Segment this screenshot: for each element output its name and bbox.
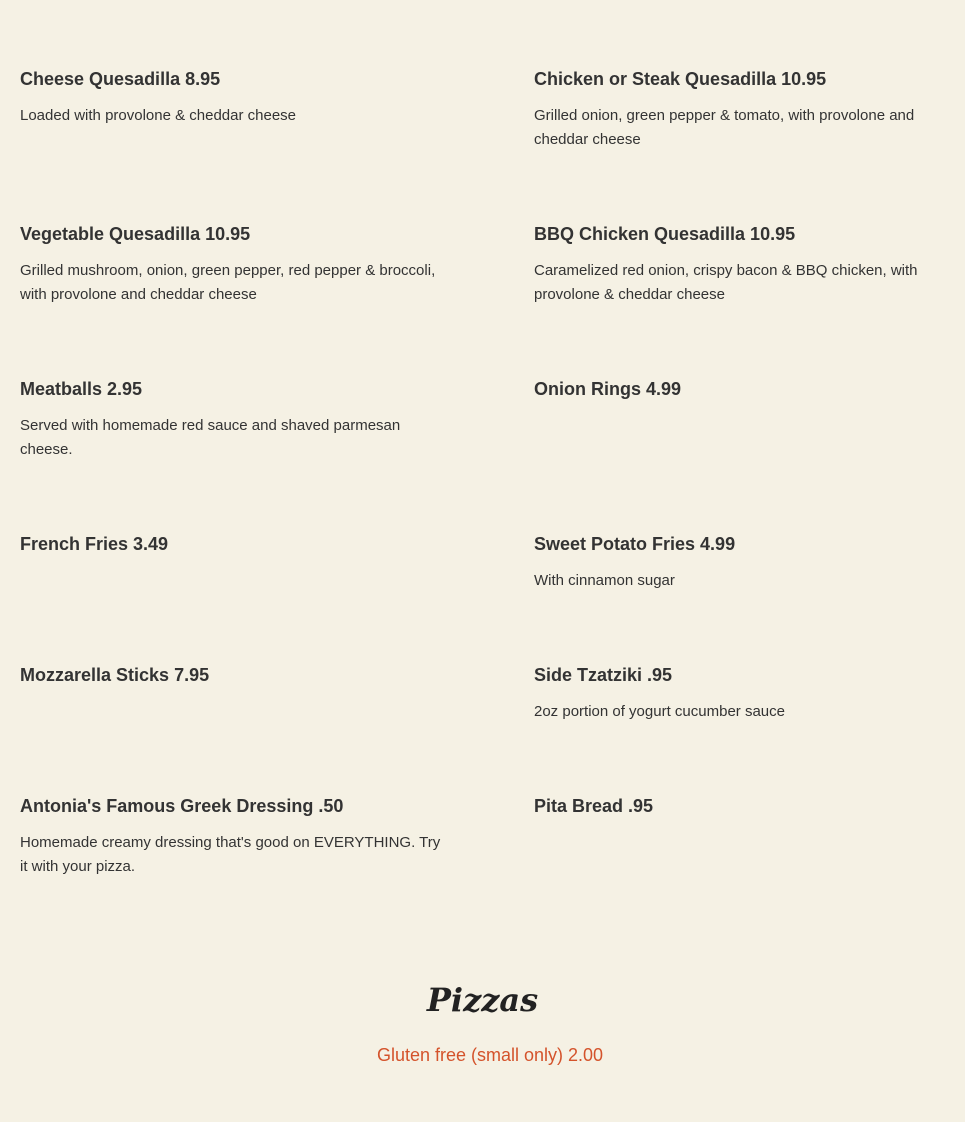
- menu-item-greek-dressing: [20, 795, 450, 879]
- menu-item-title: Meatballs 2.95: [20, 379, 143, 399]
- menu-item-vegetable-quesadilla: [20, 223, 450, 307]
- menu-item-onion-rings: [534, 378, 962, 400]
- menu-item-cheese-quesadilla: [20, 68, 450, 128]
- menu-item-title: Side Tzatziki .95: [534, 665, 673, 685]
- menu-item-pita-bread: [534, 795, 962, 817]
- menu-item-title: French Fries 3.49: [20, 534, 169, 554]
- menu-item-side-tzatziki: [534, 664, 962, 724]
- menu-item-title: Antonia's Famous Greek Dressing .50: [20, 796, 344, 816]
- menu-item-sweet-potato-fries: [534, 533, 962, 593]
- menu-item-description: Caramelized red onion, crispy bacon & BBQ chicken, with provolone & cheddar cheese: [534, 262, 918, 303]
- menu-item-description: Served with homemade red sauce and shaved parmesan cheese.: [20, 417, 401, 458]
- menu-item-title: Mozzarella Sticks 7.95: [20, 665, 210, 685]
- menu-item-meatballs: [20, 378, 450, 462]
- menu-item-title: Chicken or Steak Quesadilla 10.95: [534, 69, 827, 89]
- section-heading-pizzas: Pizzas: [426, 981, 539, 1019]
- menu-item-description: 2oz portion of yogurt cucumber sauce: [534, 703, 785, 720]
- menu-item-description: Grilled onion, green pepper & tomato, with provolone and cheddar cheese: [534, 107, 915, 148]
- menu-item-bbq-chicken-quesadilla: [534, 223, 962, 307]
- menu-item-mozzarella-sticks: [20, 664, 450, 686]
- menu-item-description: With cinnamon sugar: [534, 572, 675, 589]
- menu-item-description: Homemade creamy dressing that's good on EVERYTHING. Try it with your pizza.: [20, 834, 441, 875]
- menu-item-title: Pita Bread .95: [534, 796, 654, 816]
- menu-item-title: Sweet Potato Fries 4.99: [534, 534, 736, 554]
- menu-item-title: Vegetable Quesadilla 10.95: [20, 224, 251, 244]
- menu-item-title: Cheese Quesadilla 8.95: [20, 69, 221, 89]
- menu-item-french-fries: [20, 533, 450, 555]
- gluten-free-note: Gluten free (small only) 2.00: [376, 1045, 604, 1065]
- menu-item-title: BBQ Chicken Quesadilla 10.95: [534, 224, 796, 244]
- menu-item-chicken-steak-quesadilla: [534, 68, 962, 152]
- menu-item-description: Loaded with provolone & cheddar cheese: [20, 107, 297, 124]
- menu-item-description: Grilled mushroom, onion, green pepper, red pepper & broccoli, with provolone and cheddar cheese: [20, 262, 436, 303]
- menu-item-title: Onion Rings 4.99: [534, 379, 682, 399]
